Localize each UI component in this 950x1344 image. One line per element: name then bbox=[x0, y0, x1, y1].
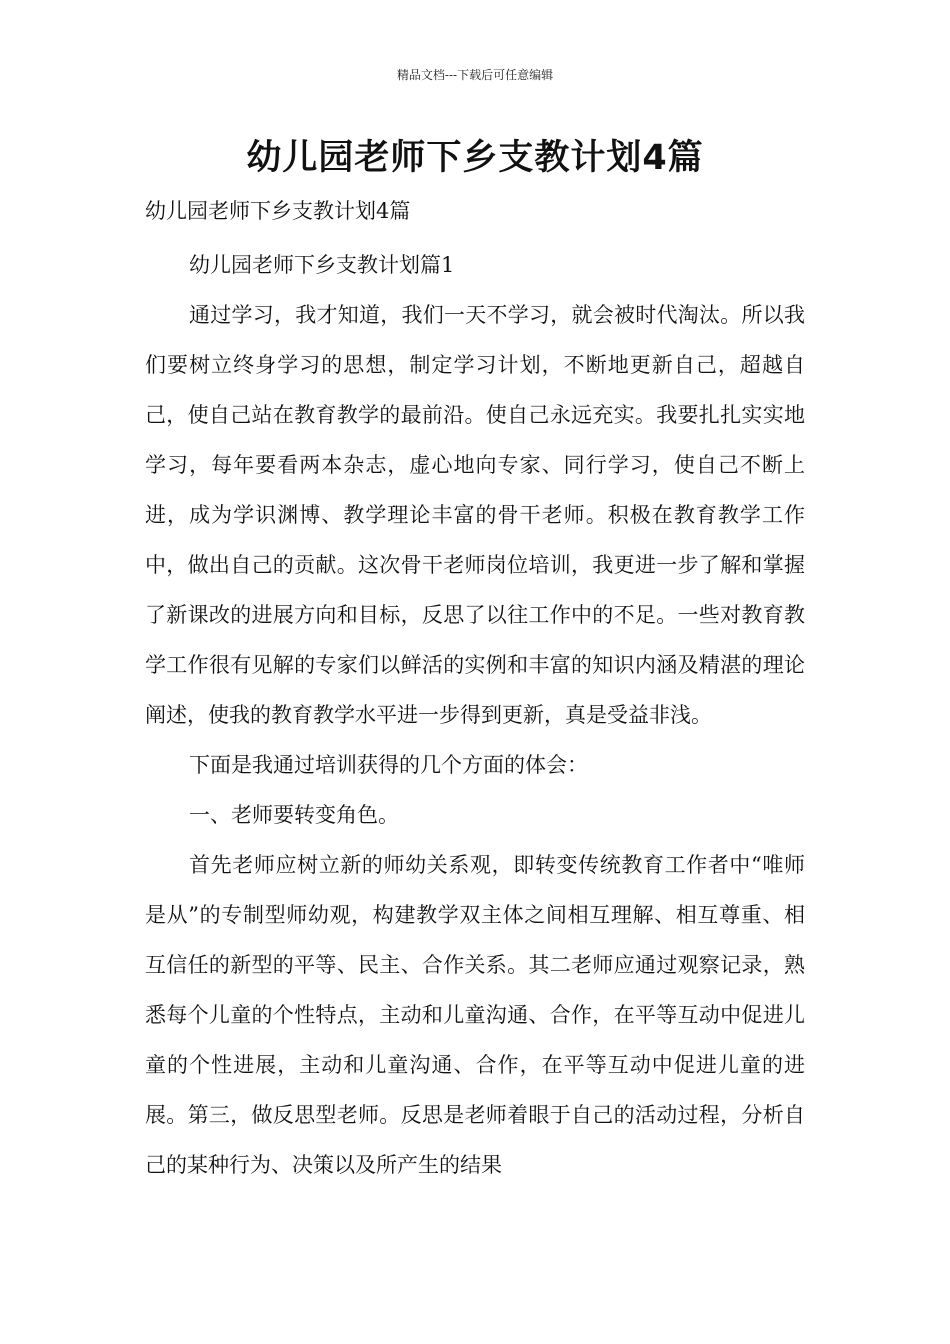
paragraph: 下面是我通过培训获得的几个方面的体会： bbox=[189, 753, 588, 777]
document-body bbox=[145, 186, 805, 1190]
paragraph: 首先老师应树立新的师幼关系观，即转变传统教育工作者中“唯师是从”的专制型师幼观，构建教学双主体之间相互理解、相互尊重、相互信任的新型的平等、民主、合作关系。其二老师应通过观察记录，熟悉每个儿童的个性特点，主动和儿童沟通、合作，在平等互动中促进儿童的个性进展，主动和儿童沟通、合作，在平等互动中促进儿童的进展。第三，做反思型老师。反思是老师着眼于自己的活动过程，分析自己的某种行为、决策以及所产生的结果 bbox=[145, 853, 805, 1177]
section-heading: 幼儿园老师下乡支教计划篇1 bbox=[189, 253, 455, 277]
paragraph: 通过学习，我才知道，我们一天不学习，就会被时代淘汰。所以我们要树立终身学习的思想，制定学习计划，不断地更新自己，超越自己，使自己站在教育教学的最前沿。使自己永远充实。我要扎扎实实地学习，每年要看两本杂志，虚心地向专家、同行学习，使自己不断上进，成为学识渊博、教学理论丰富的骨干老师。积极在教育教学工作中，做出自己的贡献。这次骨干老师岗位培训，我更进一步了解和掌握了新课改的进展方向和目标，反思了以往工作中的不足。一些对教育教学工作很有见解的专家们以鲜活的实例和丰富的知识内涵及精湛的理论阐述，使我的教育教学水平进一步得到更新，真是受益非浅。 bbox=[145, 303, 805, 727]
document-subtitle: 幼儿园老师下乡支教计划4篇 bbox=[145, 199, 411, 223]
page-header: 精品文档---下载后可任意编辑 bbox=[396, 68, 554, 82]
document-title: 幼儿园老师下乡支教计划4篇 bbox=[246, 138, 704, 178]
section-heading: 一、老师要转变角色。 bbox=[189, 803, 399, 827]
